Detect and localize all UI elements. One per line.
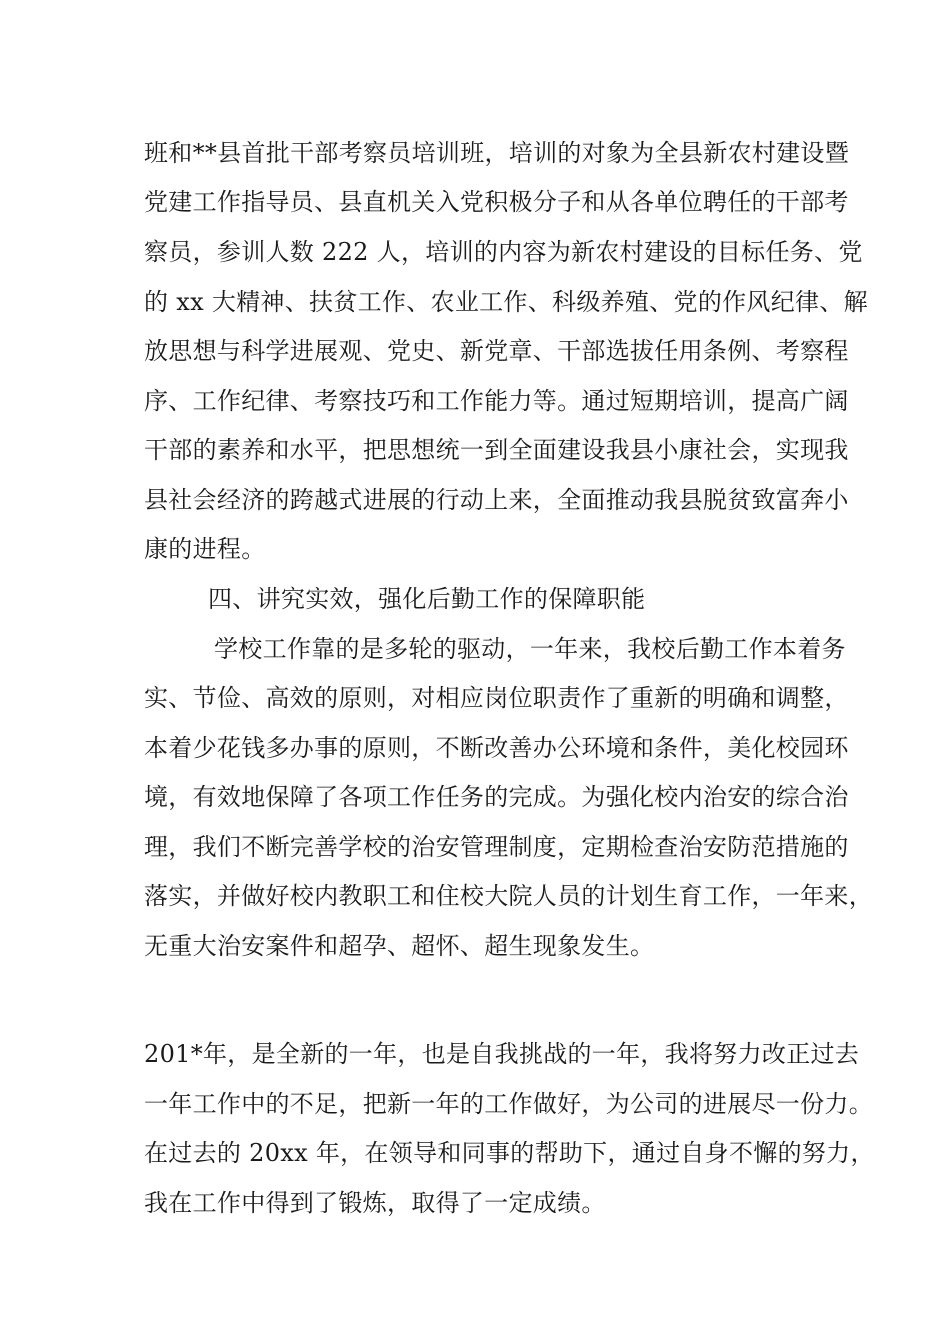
paragraph-2-line-4: 境，有效地保障了各项工作任务的完成。为强化校内治安的综合治	[144, 783, 849, 811]
paragraph-2-line-7: 无重大治安案件和超孕、超怀、超生现象发生。	[144, 932, 655, 960]
paragraph-1-line-8: 县社会经济的跨越式进展的行动上来，全面推动我县脱贫致富奔小	[144, 486, 849, 514]
paragraph-3-line-1: 201*年，是全新的一年，也是自我挑战的一年，我将努力改正过去	[144, 1040, 860, 1068]
paragraph-2-line-6: 落实，并做好校内教职工和住校大院人员的计划生育工作，一年来，	[144, 882, 873, 910]
paragraph-1-line-5: 放思想与科学进展观、党史、新党章、干部选拔任用条例、考察程	[144, 337, 849, 365]
paragraph-1-line-9: 康的进程。	[144, 535, 266, 563]
paragraph-1-line-4: 的 xx 大精神、扶贫工作、农业工作、科级养殖、党的作风纪律、解	[144, 288, 868, 316]
paragraph-1-line-6: 序、工作纪律、考察技巧和工作能力等。通过短期培训，提高广阔	[144, 387, 849, 415]
paragraph-3-line-3: 在过去的 20xx 年，在领导和同事的帮助下，通过自身不懈的努力，	[144, 1139, 875, 1167]
paragraph-1-line-7: 干部的素养和水平，把思想统一到全面建设我县小康社会，实现我	[144, 436, 849, 464]
section-heading: 四、讲究实效，强化后勤工作的保障职能	[208, 585, 646, 613]
paragraph-1-line-3: 察员，参训人数 222 人，培训的内容为新农村建设的目标任务、党	[144, 238, 863, 266]
paragraph-1-line-1: 班和**县首批干部考察员培训班，培训的对象为全县新农村建设暨	[144, 139, 849, 167]
paragraph-2-line-5: 理，我们不断完善学校的治安管理制度，定期检查治安防范措施的	[144, 833, 849, 861]
paragraph-1-line-2: 党建工作指导员、县直机关入党积极分子和从各单位聘任的干部考	[144, 188, 849, 216]
paragraph-2-line-3: 本着少花钱多办事的原则，不断改善办公环境和条件，美化校园环	[144, 734, 849, 762]
paragraph-2-line-1: 学校工作靠的是多轮的驱动，一年来，我校后勤工作本着务	[214, 635, 846, 663]
paragraph-3-line-4: 我在工作中得到了锻炼，取得了一定成绩。	[144, 1189, 606, 1217]
paragraph-2-line-2: 实、节俭、高效的原则，对相应岗位职责作了重新的明确和调整，	[144, 684, 849, 712]
paragraph-3-line-2: 一年工作中的不足，把新一年的工作做好，为公司的进展尽一份力。	[144, 1090, 873, 1118]
